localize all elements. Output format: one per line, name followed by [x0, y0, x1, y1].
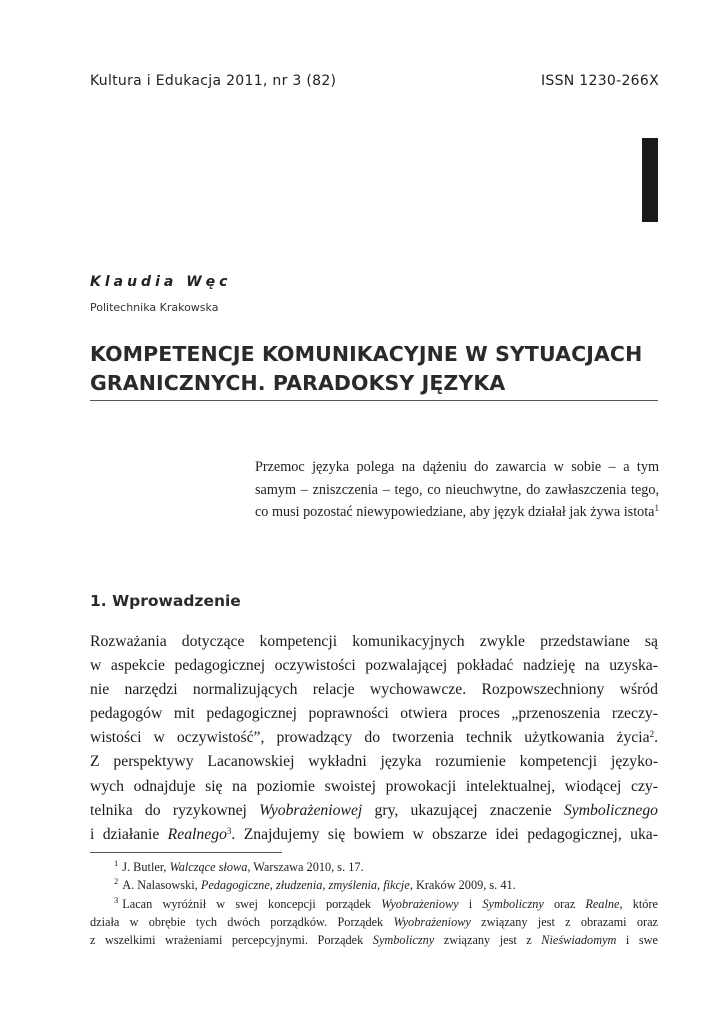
- chapter-marker-bar: [642, 138, 658, 222]
- body-line: nie narzędzi normalizujących relacje wychowawcze. Rozpowszechniony wśród: [90, 681, 658, 699]
- article-title: [90, 340, 670, 398]
- body-line: pedagogów mit pedagogicznej poprawności otwiera proces „przenoszenia rzeczy-: [90, 705, 658, 723]
- body-line: Z perspektywy Lacanowskiej wykładni języka rozumienie kompetencji języko-: [90, 753, 658, 771]
- issn: ISSN 1230-266X: [540, 73, 659, 89]
- footnote-ref-2[interactable]: 2: [649, 729, 655, 740]
- title-rule: [90, 400, 658, 401]
- author-name: Klaudia Węc: [90, 274, 232, 290]
- epigraph: [255, 456, 659, 524]
- footnote-rule: [90, 852, 282, 853]
- title-line-2: GRANICZNYCH. PARADOKSY JĘZYKA: [90, 371, 506, 395]
- footnotes: [90, 858, 658, 949]
- body-line: wistości w oczywistość”, prowadzący do tworzenia technik użytkowania życia$^2$.: [90, 729, 658, 747]
- body-line: Rozważania dotyczące kompetencji komunikacyjnych zwykle przedstawiane są: [90, 633, 658, 650]
- body-line: wych odnajduje się na poziomie swoistej prowokacji intelektualnej, wiodącej czy-: [90, 777, 658, 795]
- footnote-1: $^1$ J. Butler, Walczące słowa, Warszawa 2010, s. 17.: [114, 858, 364, 874]
- body-line: i działanie Realnego$^3$. Znajdujemy się bowiem w obszarze idei pedagogicznej, uka-: [90, 825, 658, 843]
- footnote-2: $^2$ A. Nalasowski, Pedagogiczne, złudzenia, zmyślenia, fikcje, Kraków 2009, s. 41.: [114, 876, 516, 893]
- footnote-3: $^3$ Lacan wyróżnił w swej koncepcji porządek Wyobrażeniowy i Symboliczny oraz Realne, które: [114, 894, 658, 911]
- title-line-1: KOMPETENCJE KOMUNIKACYJNE W SYTUACJACH: [90, 342, 643, 366]
- body-line: w aspekcie pedagogicznej oczywistości pozwalającej pokładać nadzieję na uzyska-: [90, 657, 658, 675]
- footnote-ref-1[interactable]: 1: [654, 503, 659, 513]
- epigraph-text: Przemoc języka polega na dążeniu do zawarcia w sobie – a tym samym – zniszczenia – tego, co nieuchwytne, do zawłaszczenia tego, co musi pozostać niewypowiedziane, aby język działał jak żywa istota: [255, 459, 659, 520]
- body-paragraph: [90, 630, 658, 847]
- author-affiliation: Politechnika Krakowska: [90, 301, 219, 314]
- running-header: [90, 73, 659, 89]
- footnote-3-cont: działa w obrębie tych dwóch porządków. Porządek Wyobrażeniowy związany jest z obrazami oraz: [90, 914, 658, 929]
- journal-citation: Kultura i Edukacja 2011, nr 3 (82): [90, 73, 337, 89]
- body-line: telnika do ryzykownej Wyobrażeniowej gry, ukazującej znaczenie Symbolicznego: [90, 801, 659, 819]
- footnote-ref-3[interactable]: 3: [226, 825, 232, 836]
- section-heading: 1. Wprowadzenie: [90, 592, 241, 610]
- footnote-3-cont: z wszelkimi wrażeniami percepcyjnymi. Porządek Symboliczny związany jest z Nieświadomym i swe: [90, 933, 658, 948]
